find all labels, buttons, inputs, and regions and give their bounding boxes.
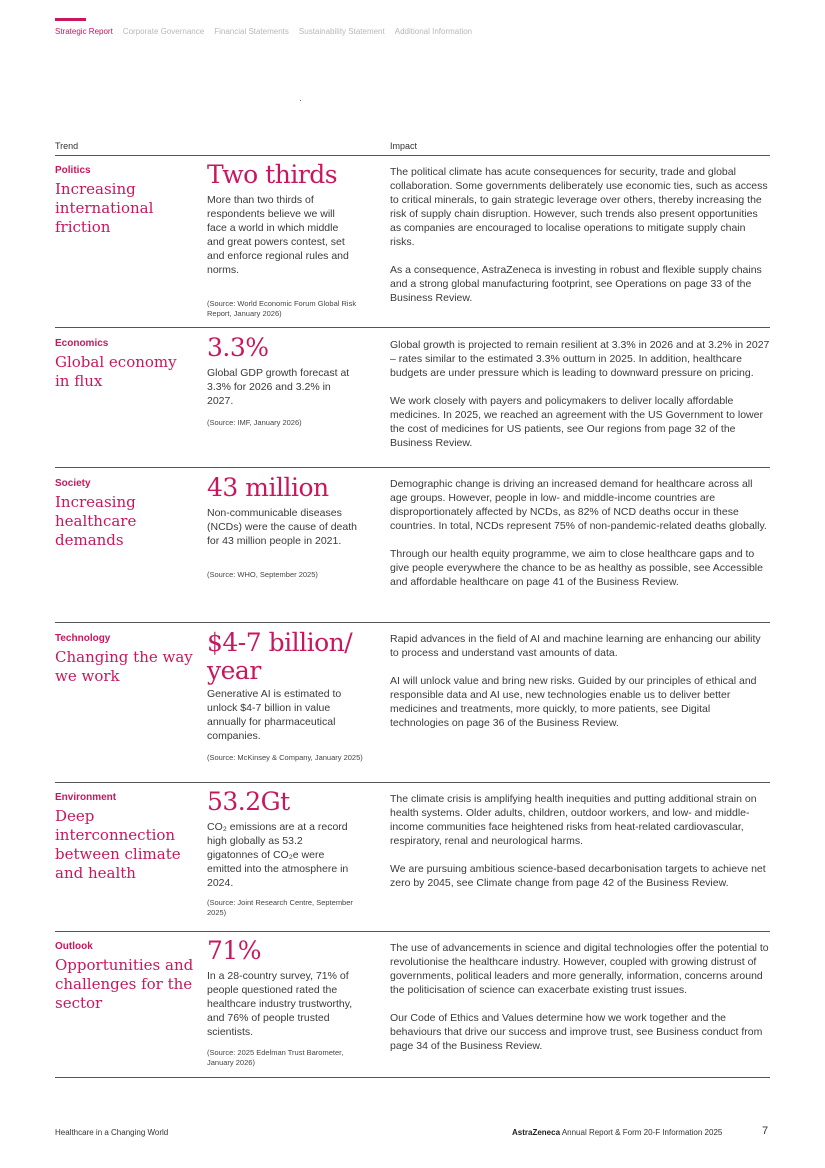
footer-report-name: Annual Report & Form 20-F Information 2025: [561, 1128, 723, 1137]
row-impact: [390, 165, 770, 305]
table-row: [55, 623, 770, 783]
row-category: Society: [55, 478, 91, 489]
row-stat-description: Global GDP growth forecast at 3.3% for 2026 and 3.2% in 2027.: [207, 367, 350, 407]
impact-paragraph: Our Code of Ethics and Values determine how we work together and the behaviours that drive our success and improve trust, see Business conduct from page 34 of the Business Review.: [390, 1012, 763, 1052]
impact-paragraph: We work closely with payers and policymakers to deliver locally affordable medicines. In 2025, we reached an agreement with the US Government to lower the cost of medicines for US patients, see Our regions from page 32 of the Business Review.: [390, 395, 763, 449]
page-number: 7: [762, 1125, 769, 1137]
impact-paragraph: Demographic change is driving an increased demand for healthcare across all age groups. However, people in low- and middle-income countries are disproportionately affected by NCDs, as 82% of NCD deaths occur in these countries. In total, NCDs represent 75% of non-pandemic-related deaths globally.: [390, 478, 767, 532]
row-trend: Opportunities and challenges for the sector: [55, 956, 194, 1012]
row-source: (Source: McKinsey & Company, January 2025): [207, 753, 363, 762]
tab-strategic-report[interactable]: Strategic Report: [55, 27, 113, 36]
row-stat-description: Generative AI is estimated to unlock $4-7 billion in value annually for pharmaceutical companies.: [207, 688, 342, 742]
row-category: Economics: [55, 338, 109, 349]
row-stat: Two thirds: [207, 160, 338, 189]
row-trend: Increasing international friction: [55, 180, 154, 236]
trend-table: [55, 139, 770, 1078]
stray-dot: [300, 100, 301, 101]
header-trend: Trend: [55, 141, 79, 151]
row-impact: [390, 477, 770, 589]
impact-paragraph: Global growth is projected to remain resilient at 3.3% in 2026 and at 3.2% in 2027 – rates similar to the estimated 3.3% outturn in 2025. In addition, healthcare budgets are under pressure which is leading to downward pressure on pricing.: [390, 339, 770, 379]
row-source: (Source: World Economic Forum Global Risk Report, January 2026): [207, 299, 357, 318]
row-stat-description: CO₂ emissions are at a record high globally as 53.2 gigatonnes of CO₂e were emitted into the atmosphere in 2024.: [207, 821, 349, 889]
section-nav: [55, 18, 472, 36]
row-source: (Source: WHO, September 2025): [207, 570, 318, 579]
impact-paragraph: The political climate has acute consequences for security, trade and global collaboration. Some governments deliberately use economic ties, such as access to critical minerals, to gain strategic leverage over others, thereby increasing the risk of supply chain disruption. However, such trends also present opportunities as companies are encouraged to localise operations to mitigate supply chain risks.: [390, 166, 768, 248]
row-source: (Source: 2025 Edelman Trust Barometer, January 2026): [207, 1048, 344, 1067]
row-category: Politics: [55, 165, 91, 176]
row-stat: 53.2Gt: [207, 787, 290, 816]
row-category: Outlook: [55, 941, 93, 952]
row-stat: $4-7 billion/ year: [207, 628, 353, 685]
impact-paragraph: AI will unlock value and bring new risks. Guided by our principles of ethical and responsible data and AI use, new technologies enable us to deliver better medicines and treatments, more quickly, to more patients, see Digital technologies on page 36 of the Business Review.: [390, 675, 757, 729]
footer-report-title: [512, 1128, 722, 1137]
impact-paragraph: The climate crisis is amplifying health inequities and putting additional strain on health systems. Older adults, children, outdoor workers, and low- and middle-income communities face heightened risks from heat-related cardiovascular, respiratory, renal and neurological harms.: [390, 793, 757, 847]
impact-paragraph: As a consequence, AstraZeneca is investing in robust and flexible supply chains and a strong global manufacturing footprint, see Operations on page 33 of the Business Review.: [390, 264, 762, 304]
row-stat-description: In a 28-country survey, 71% of people questioned rated the healthcare industry trustworthy, and 76% of people trusted scientists.: [207, 970, 353, 1038]
row-impact: [390, 792, 770, 890]
active-tab-indicator: [55, 18, 86, 21]
row-trend: Deep interconnection between climate and health: [55, 807, 181, 882]
impact-paragraph: We are pursuing ambitious science-based decarbonisation targets to achieve net zero by 2045, see Climate change from page 42 of the Business Review.: [390, 863, 766, 889]
table-row: [55, 328, 770, 468]
row-source: (Source: Joint Research Centre, September 2025): [207, 898, 353, 917]
row-trend: Increasing healthcare demands: [55, 493, 137, 549]
row-stat-description: More than two thirds of respondents believe we will face a world in which middle and great powers contest, set and enforce regional rules and norms.: [207, 194, 349, 276]
row-trend: Changing the way we work: [55, 648, 193, 685]
row-stat: 43 million: [207, 473, 329, 502]
tab-sustainability-statement[interactable]: Sustainability Statement: [298, 27, 385, 36]
row-impact: [390, 632, 770, 730]
row-stat: 3.3%: [207, 333, 269, 362]
row-category: Environment: [55, 792, 117, 803]
tab-corporate-governance[interactable]: Corporate Governance: [122, 27, 205, 36]
table-header: [55, 139, 770, 156]
impact-paragraph: The use of advancements in science and digital technologies offer the potential to revolutionise the healthcare industry. However, coupled with growing distrust of governments, political leaders and more generally, information, concerns around the politicisation of science can exacerbate existing trust issues.: [390, 942, 769, 996]
row-category: Technology: [55, 633, 111, 644]
row-impact: [390, 338, 770, 450]
footer-section-title: Healthcare in a Changing World: [55, 1128, 169, 1137]
table-row: [55, 468, 770, 623]
row-trend: Global economy in flux: [55, 353, 177, 390]
impact-paragraph: Through our health equity programme, we aim to close healthcare gaps and to give people everywhere the chance to be as healthy as possible, see Accessible and affordable healthcare on page 41 of the Business Review.: [390, 548, 763, 588]
impact-paragraph: Rapid advances in the field of AI and machine learning are enhancing our ability to process and understand vast amounts of data.: [390, 633, 761, 659]
tab-additional-information[interactable]: Additional Information: [394, 27, 473, 36]
row-impact: [390, 941, 770, 1053]
table-row: [55, 783, 770, 932]
table-row: [55, 932, 770, 1078]
table-row: [55, 156, 770, 328]
footer-brand: AstraZeneca: [512, 1128, 561, 1137]
row-stat-description: Non-communicable diseases (NCDs) were the cause of death for 43 million people in 2021.: [207, 507, 357, 547]
tab-financial-statements[interactable]: Financial Statements: [214, 27, 289, 36]
row-stat: 71%: [207, 936, 262, 965]
row-source: (Source: IMF, January 2026): [207, 418, 302, 427]
header-impact: Impact: [390, 141, 418, 151]
